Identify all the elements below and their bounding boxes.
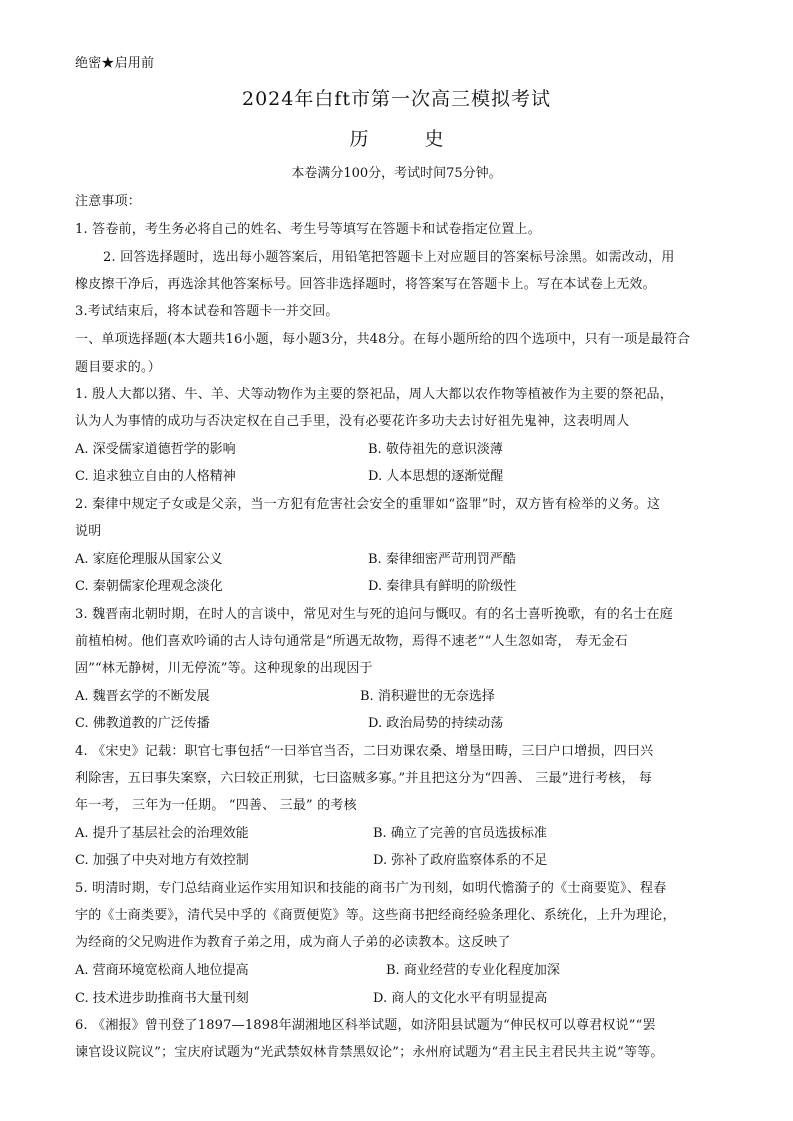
question-5-option-a: A. 营商环境宽松商人地位提高 bbox=[75, 963, 249, 978]
notes-heading: 注意事项： bbox=[75, 194, 142, 209]
exam-info: 本卷满分100分，考试时间75分钟。 bbox=[291, 166, 502, 181]
question-3-stem: 前植柏树。他们喜欢吟诵的古人诗句通常是“所遇无故物，焉得不速老”“人生忽如寄， 寿无金石 bbox=[75, 634, 628, 649]
exam-title: 2024年白ft市第一次高三模拟考试 bbox=[241, 88, 552, 110]
question-5-option-b: B. 商业经营的专业化程度加深 bbox=[386, 963, 560, 978]
subject-char-2: 史 bbox=[424, 128, 444, 150]
question-2-option-b: B. 秦律细密严苛刑罚严酷 bbox=[368, 552, 516, 567]
question-3-option-b: B. 消积避世的无奈选择 bbox=[360, 689, 495, 704]
question-1-stem: 1. 殷人大都以猪、牛、羊、犬等动物作为主要的祭祀品，周人大都以农作物等植被作为主要的祭祀品， bbox=[75, 387, 673, 402]
question-2-option-c: C. 秦朝儒家伦理观念淡化 bbox=[75, 579, 223, 594]
question-3-stem: 固”“林无静树，川无停流”等。这种现象的出现因于 bbox=[75, 661, 373, 676]
question-2-stem: 2. 秦律中规定子女或是父亲，当一方犯有危害社会安全的重罪如“盗罪”时，双方皆有检举的义务。这 bbox=[75, 497, 661, 512]
question-4-option-c: C. 加强了中央对地方有效控制 bbox=[75, 853, 249, 868]
notes-item: 1. 答卷前，考生务必将自己的姓名、考生号等填写在答题卡和试卷指定位置上。 bbox=[75, 222, 541, 237]
question-4-option-a: A. 提升了基层社会的治理效能 bbox=[75, 826, 249, 841]
notes-item: 3.考试结束后，将本试卷和答题卡一并交回。 bbox=[75, 304, 339, 319]
question-4-stem: 利除害，五曰事失案察，六曰较正刑狱，七曰盗贼多寡。”并且把这分为“四善、 三最”进行考核， 每 bbox=[75, 771, 653, 786]
question-1-option-a: A. 深受儒家道德哲学的影响 bbox=[75, 442, 236, 457]
question-4-stem: 年一考， 三年为一任期。 “四善、 三最” 的考核 bbox=[75, 798, 357, 813]
question-3-option-c: C. 佛教道教的广泛传播 bbox=[75, 716, 210, 731]
question-1-stem: 认为人为事情的成功与否决定权在自己手里，没有必要花许多功夫去讨好祖先鬼神，这表明周人 bbox=[75, 414, 630, 429]
question-3-option-a: A. 魏晋玄学的不断发展 bbox=[75, 689, 210, 704]
question-4-option-b: B. 确立了完善的官员选拔标准 bbox=[373, 826, 547, 841]
section-heading: 一、单项选择题(本大题共16小题，每小题3分，共48分。在每小题所给的四个选项中，只有一项是最符合 bbox=[75, 332, 691, 347]
question-3-option-d: D. 政治局势的持续动荡 bbox=[368, 716, 504, 731]
question-6-stem: 谏官设议院议”；宝庆府试题为“光武禁奴林肯禁黑奴论”；永州府试题为“君主民主君民共主说”等等。 bbox=[75, 1045, 664, 1060]
question-4-option-d: D. 弥补了政府监察体系的不足 bbox=[373, 853, 548, 868]
question-5-stem: 宇的《士商类要》，清代吴中孚的《商贾便览》等。这些商书把经商经验条理化、系统化，上升为理论， bbox=[75, 908, 676, 923]
question-3-stem: 3. 魏晋南北朝时期，在时人的言谈中，常见对生与死的追问与慨叹。有的名士喜听挽歌，有的名士在庭 bbox=[75, 607, 673, 622]
question-1-option-b: B. 敬侍祖先的意识淡薄 bbox=[368, 442, 503, 457]
question-2-option-a: A. 家庭伦理服从国家公义 bbox=[75, 552, 223, 567]
section-heading-cont: 题目要求的。） bbox=[75, 360, 161, 375]
question-5-option-c: C. 技术进步助推商书大量刊刻 bbox=[75, 991, 249, 1006]
question-5-stem: 5. 明清时期，专门总结商业运作实用知识和技能的商书广为刊刻，如明代憺漪子的《士商要览》、程春 bbox=[75, 881, 667, 896]
question-1-option-d: D. 人本思想的逐渐觉醒 bbox=[368, 469, 504, 484]
notes-item: 橡皮擦干净后，再选涂其他答案标号。回答非选择题时，将答案写在答题卡上。写在本试卷上无效。 bbox=[75, 277, 656, 292]
question-2-option-d: D. 秦律具有鲜明的阶级性 bbox=[368, 579, 517, 594]
question-1-option-c: C. 追求独立自由的人格精神 bbox=[75, 469, 236, 484]
question-5-option-d: D. 商人的文化水平有明显提高 bbox=[373, 991, 548, 1006]
question-5-stem: 为经商的父兄购进作为教育子弟之用，成为商人子弟的必读教本。这反映了 bbox=[75, 935, 511, 950]
notes-item: 2. 回答选择题时，选出每小题答案后，用铅笔把答题卡上对应题目的答案标号涂黑。如需改动，用 bbox=[103, 250, 675, 265]
subject-char-1: 历 bbox=[349, 128, 369, 150]
question-6-stem: 6. 《湘报》曾刊登了1897—1898年湖湘地区科举试题，如济阳县试题为“伸民权可以尊君权说”“罢 bbox=[75, 1018, 656, 1033]
question-2-stem: 说明 bbox=[75, 524, 102, 539]
question-4-stem: 4. 《宋史》记载：职官七事包括“一曰举官当否，二曰劝课农桑、增垦田畴，三曰户口增损，四曰兴 bbox=[75, 744, 654, 759]
confidential-label: 绝密★启用前 bbox=[75, 56, 155, 71]
subject-title bbox=[0, 126, 793, 152]
